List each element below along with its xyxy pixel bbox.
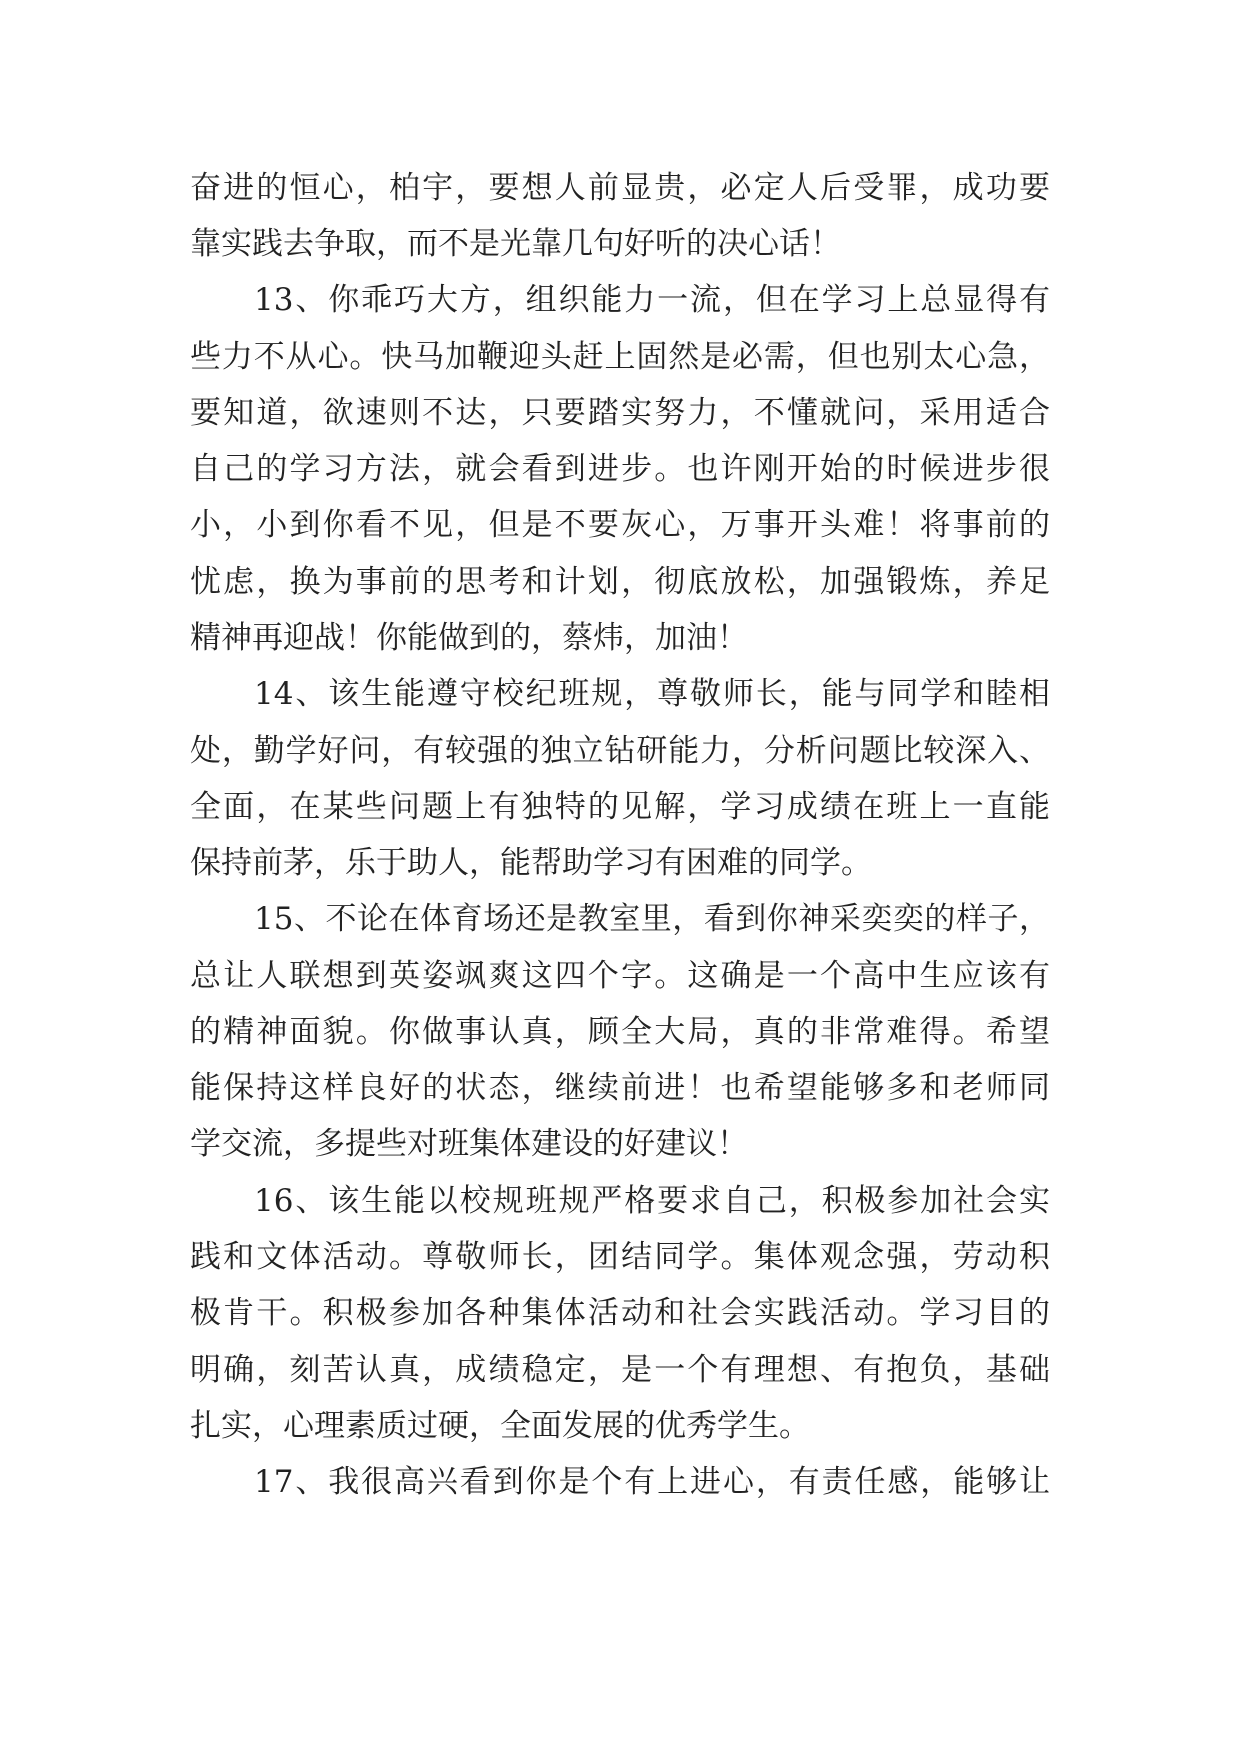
text-line: 学交流，多提些对班集体建设的好建议！ [190, 1126, 748, 1162]
text-line: 全面，在某些问题上有独特的见解，学习成绩在班上一直能 [190, 789, 1050, 825]
text-line: 自己的学习方法，就会看到进步。也许刚开始的时候进步很 [190, 451, 1050, 487]
text-line: 极肯干。积极参加各种集体活动和社会实践活动。学习目的 [190, 1295, 1050, 1331]
text-line: 17、我很高兴看到你是个有上进心，有责任感，能够让 [254, 1464, 1050, 1500]
text-line: 精神再迎战！你能做到的，蔡炜，加油！ [190, 620, 748, 656]
text-line: 忧虑，换为事前的思考和计划，彻底放松，加强锻炼，养足 [190, 564, 1050, 600]
text-line: 奋进的恒心，柏宇，要想人前显贵，必定人后受罪，成功要 [190, 170, 1050, 206]
text-line: 靠实践去争取，而不是光靠几句好听的决心话！ [190, 226, 841, 262]
text-line: 践和文体活动。尊敬师长，团结同学。集体观念强，劳动积 [190, 1239, 1050, 1275]
text-line: 总让人联想到英姿飒爽这四个字。这确是一个高中生应该有 [190, 958, 1050, 994]
text-line: 些力不从心。快马加鞭迎头赶上固然是必需，但也别太心急， [190, 339, 1050, 375]
text-line: 扎实，心理素质过硬，全面发展的优秀学生。 [190, 1408, 810, 1444]
text-line: 16、该生能以校规班规严格要求自己，积极参加社会实 [254, 1183, 1050, 1219]
text-line: 14、该生能遵守校纪班规，尊敬师长，能与同学和睦相 [254, 676, 1050, 712]
text-line: 明确，刻苦认真，成绩稳定，是一个有理想、有抱负，基础 [190, 1352, 1050, 1388]
text-line: 要知道，欲速则不达，只要踏实努力，不懂就问，采用适合 [190, 395, 1050, 431]
text-line: 小，小到你看不见，但是不要灰心，万事开头难！将事前的 [190, 507, 1050, 543]
text-line: 15、不论在体育场还是教室里，看到你神采奕奕的样子， [254, 901, 1050, 937]
text-line: 的精神面貌。你做事认真，顾全大局，真的非常难得。希望 [190, 1014, 1050, 1050]
text-line: 13、你乖巧大方，组织能力一流，但在学习上总显得有 [254, 282, 1050, 318]
text-line: 处，勤学好问，有较强的独立钻研能力，分析问题比较深入、 [190, 733, 1050, 769]
text-line: 保持前茅，乐于助人，能帮助学习有困难的同学。 [190, 845, 872, 881]
text-line: 能保持这样良好的状态，继续前进！也希望能够多和老师同 [190, 1070, 1050, 1106]
